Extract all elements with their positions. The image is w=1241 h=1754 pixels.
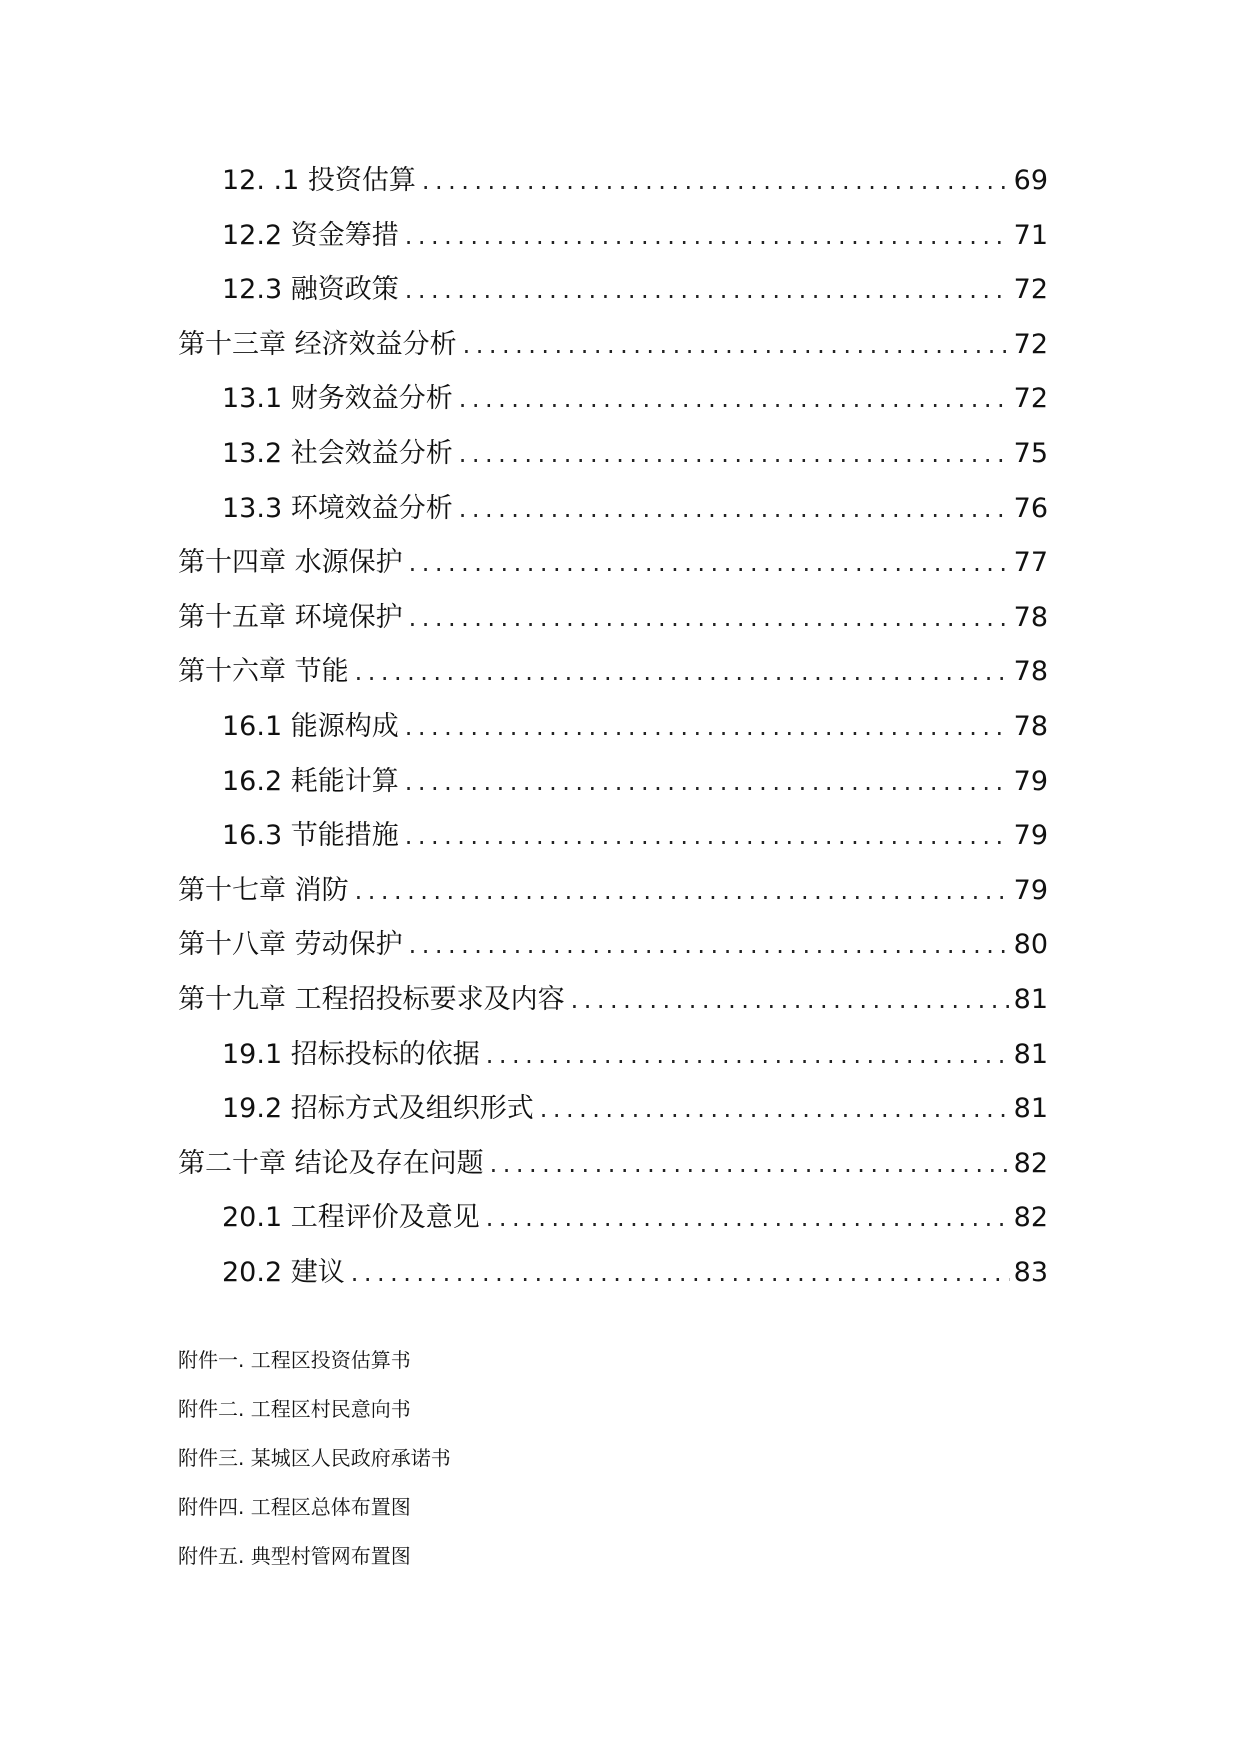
toc-entry-label: 第十七章 消防 [178, 874, 349, 906]
appendix-item[interactable]: 附件三. 某城区人民政府承诺书 [178, 1446, 451, 1470]
toc-entry-label: 第十四章 水源保护 [178, 547, 403, 579]
dot-leader [405, 713, 1010, 741]
dot-leader [422, 167, 1010, 195]
toc-entry[interactable] [178, 922, 1048, 977]
toc-entry-page: 78 [1013, 710, 1048, 742]
toc-entry[interactable] [178, 376, 1048, 431]
dot-leader [355, 658, 1010, 686]
dot-leader [409, 604, 1010, 632]
toc-entry-label: 第十五章 环境保护 [178, 601, 403, 633]
toc-entry-label: 12. .1 投资估算 [222, 165, 416, 196]
appendix-item[interactable]: 附件二. 工程区村民意向书 [178, 1397, 411, 1421]
toc-entry-label: 20.1 工程评价及意见 [222, 1202, 480, 1234]
dot-leader [463, 331, 1010, 359]
toc-entry[interactable] [178, 158, 1048, 213]
toc-entry-label: 13.1 财务效益分析 [222, 383, 453, 415]
toc-entry-label: 12.2 资金筹措 [222, 219, 399, 251]
toc-entry-page: 75 [1013, 437, 1048, 469]
toc-entry-page: 71 [1013, 219, 1048, 251]
toc-entry-label: 第十八章 劳动保护 [178, 929, 403, 961]
appendix-item[interactable]: 附件一. 工程区投资估算书 [178, 1348, 411, 1372]
dot-leader [459, 440, 1010, 468]
toc-entry-label: 20.2 建议 [222, 1256, 345, 1288]
dot-leader [486, 1204, 1010, 1232]
toc-entry[interactable] [178, 267, 1048, 322]
toc-entry[interactable] [178, 704, 1048, 759]
dot-leader [571, 986, 1010, 1014]
toc-entry-page: 81 [1013, 1093, 1048, 1125]
toc-entry[interactable] [178, 595, 1048, 650]
dot-leader [459, 385, 1010, 413]
toc-entry-label: 12.3 融资政策 [222, 274, 399, 306]
toc-entry[interactable] [178, 813, 1048, 868]
toc-entry-label: 第十三章 经济效益分析 [178, 328, 457, 360]
toc-entry-page: 79 [1013, 765, 1048, 797]
toc-entry-label: 第十六章 节能 [178, 656, 349, 688]
toc-entry-label: 第二十章 结论及存在问题 [178, 1147, 484, 1179]
toc-entry-page: 78 [1013, 601, 1048, 633]
toc-entry-page: 82 [1013, 1147, 1048, 1179]
toc-entry-page: 81 [1013, 1038, 1048, 1070]
toc-entry-page: 76 [1013, 492, 1048, 524]
table-of-contents [178, 158, 1048, 1304]
toc-entry-page: 81 [1013, 983, 1048, 1015]
dot-leader [405, 222, 1010, 250]
toc-entry-page: 79 [1013, 874, 1048, 906]
toc-entry[interactable] [178, 213, 1048, 268]
toc-entry[interactable] [178, 1032, 1048, 1087]
dot-leader [405, 822, 1010, 850]
toc-entry-page: 79 [1013, 820, 1048, 852]
toc-entry[interactable] [178, 868, 1048, 923]
toc-entry-label: 16.3 节能措施 [222, 820, 399, 852]
toc-entry-label: 13.2 社会效益分析 [222, 437, 453, 469]
toc-entry-label: 19.2 招标方式及组织形式 [222, 1093, 534, 1125]
dot-leader [409, 931, 1010, 959]
toc-entry-label: 第十九章 工程招投标要求及内容 [178, 983, 565, 1015]
dot-leader [355, 877, 1010, 905]
toc-entry-label: 16.2 耗能计算 [222, 765, 399, 797]
toc-entry-label: 16.1 能源构成 [222, 710, 399, 742]
toc-entry-page: 72 [1013, 383, 1048, 415]
toc-entry[interactable] [178, 759, 1048, 814]
toc-entry[interactable] [178, 486, 1048, 541]
toc-entry-label: 19.1 招标投标的依据 [222, 1038, 480, 1070]
toc-entry-label: 13.3 环境效益分析 [222, 492, 453, 524]
toc-entry[interactable] [178, 1195, 1048, 1250]
toc-entry[interactable] [178, 977, 1048, 1032]
toc-entry[interactable] [178, 540, 1048, 595]
dot-leader [486, 1041, 1010, 1069]
toc-entry[interactable] [178, 649, 1048, 704]
toc-entry-page: 72 [1013, 274, 1048, 306]
toc-entry-page: 78 [1013, 656, 1048, 688]
dot-leader [490, 1150, 1010, 1178]
toc-entry[interactable] [178, 322, 1048, 377]
toc-entry-page: 80 [1013, 929, 1048, 961]
dot-leader [459, 495, 1010, 523]
dot-leader [540, 1095, 1010, 1123]
dot-leader [405, 276, 1010, 304]
toc-entry-page: 69 [1013, 165, 1048, 196]
toc-entry-page: 83 [1013, 1256, 1048, 1288]
dot-leader [409, 549, 1010, 577]
dot-leader [351, 1259, 1010, 1287]
toc-entry-page: 77 [1013, 547, 1048, 579]
appendix-item[interactable]: 附件四. 工程区总体布置图 [178, 1495, 411, 1519]
appendix-item[interactable]: 附件五. 典型村管网布置图 [178, 1544, 411, 1568]
dot-leader [405, 768, 1010, 796]
toc-entry-page: 72 [1013, 328, 1048, 360]
appendix-list [178, 1346, 778, 1591]
toc-entry-page: 82 [1013, 1202, 1048, 1234]
toc-entry[interactable] [178, 1141, 1048, 1196]
toc-entry[interactable] [178, 431, 1048, 486]
toc-entry[interactable] [178, 1250, 1048, 1305]
toc-entry[interactable] [178, 1086, 1048, 1141]
